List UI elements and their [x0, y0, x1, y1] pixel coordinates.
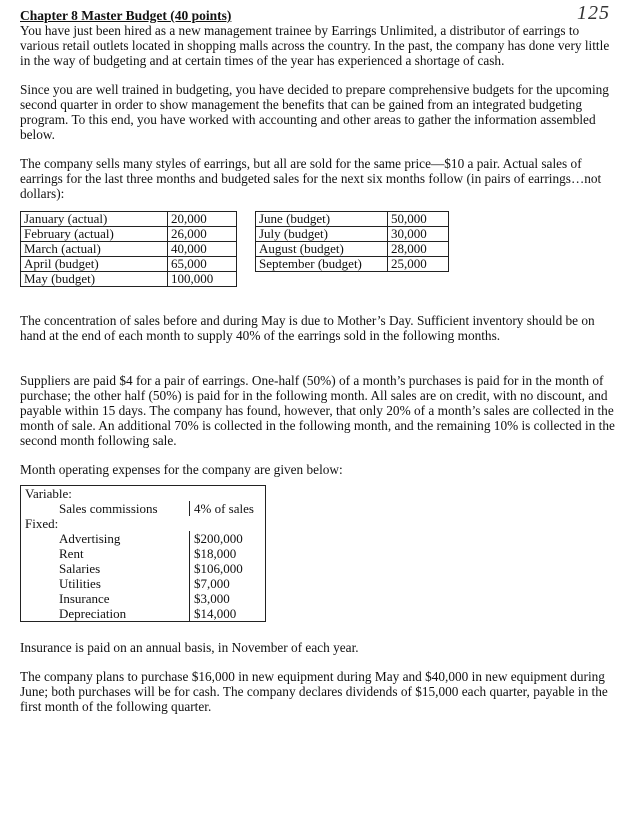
table-row [21, 272, 449, 287]
paragraph-sales-intro: The company sells many styles of earrings, but all are sold for the same price—$10 a pair. Actual sales of earrings for the last three months and budgeted sales for the next six months follow (in pairs of earrings…not dollars): [20, 156, 602, 201]
paragraph-opex-intro: Month operating expenses for the company are given below: [20, 462, 343, 477]
expense-label: Utilities [59, 576, 101, 591]
month-cell: August (budget) [256, 242, 388, 257]
expense-value: $106,000 [189, 561, 265, 576]
table-row [21, 546, 265, 561]
month-cell: September (budget) [256, 257, 388, 272]
table-row [21, 227, 449, 242]
variable-label: Variable: [25, 486, 72, 501]
paragraph-inventory: The concentration of sales before and during May is due to Mother’s Day. Sufficient inventory should be on hand at the end of each month to supply 40% of the earrings sold in the following months. [20, 313, 595, 343]
month-cell: July (budget) [256, 227, 388, 242]
month-cell: May (budget) [21, 272, 168, 287]
table-row [21, 591, 265, 606]
value-cell: 65,000 [168, 257, 237, 272]
expense-value: $3,000 [189, 591, 265, 606]
month-cell: January (actual) [21, 212, 168, 227]
table-row [21, 257, 449, 272]
paragraph-budgeting: Since you are well trained in budgeting, you have decided to prepare comprehensive budgets for the upcoming second quarter in order to show management the benefits that can be gained from an integrated budgeting program. To this end, you have worked with accounting and other areas to gather the information assembled below. [20, 82, 609, 142]
chapter-title: Chapter 8 Master Budget (40 points) [20, 8, 232, 23]
handwritten-mark: 125 [577, 2, 610, 24]
expense-value: $14,000 [189, 606, 265, 621]
fixed-label: Fixed: [25, 516, 59, 531]
expense-label: Rent [59, 546, 84, 561]
table-row [21, 486, 265, 501]
expense-value: $18,000 [189, 546, 265, 561]
month-cell: March (actual) [21, 242, 168, 257]
value-cell: 50,000 [388, 212, 449, 227]
value-cell: 40,000 [168, 242, 237, 257]
table-row [21, 531, 265, 546]
paragraph-payments: Suppliers are paid $4 for a pair of earrings. One-half (50%) of a month’s purchases is paid for in the month of purchase; the other half (50%) is paid for in the following month. All sales are on credit, with no discount, and payable within 15 days. The company has found, however, that only 20% of a month’s sales are collected in the month of sale. An additional 70% is collected in the following month, and the remaining 10% is collected in the second month following sale. [20, 373, 615, 448]
paragraph-intro: You have just been hired as a new management trainee by Earrings Unlimited, a distributor of earrings to various retail outlets located in shopping malls across the country. In the past, the company has done very little in the way of budgeting and at certain times of the year has experienced a shortage of cash. [20, 23, 610, 68]
document-page [20, 2, 620, 714]
table-row [21, 576, 265, 591]
table-row [21, 606, 265, 621]
expense-label: Insurance [59, 591, 110, 606]
commission-label: Sales commissions [59, 501, 158, 516]
operating-expenses-table [20, 485, 266, 622]
expense-label: Depreciation [59, 606, 127, 621]
table-row [21, 242, 449, 257]
month-cell: April (budget) [21, 257, 168, 272]
table-row [21, 561, 265, 576]
sales-table [20, 211, 449, 287]
expense-value: $7,000 [189, 576, 265, 591]
value-cell: 100,000 [168, 272, 237, 287]
table-row [21, 516, 265, 531]
expense-label: Advertising [59, 531, 121, 546]
commission-value: 4% of sales [189, 501, 265, 516]
month-cell: June (budget) [256, 212, 388, 227]
value-cell: 30,000 [388, 227, 449, 242]
expense-label: Salaries [59, 561, 101, 576]
expense-value: $200,000 [189, 531, 265, 546]
value-cell: 26,000 [168, 227, 237, 242]
table-row [21, 212, 449, 227]
month-cell: February (actual) [21, 227, 168, 242]
paragraph-insurance: Insurance is paid on an annual basis, in November of each year. [20, 640, 359, 655]
value-cell: 28,000 [388, 242, 449, 257]
paragraph-equipment: The company plans to purchase $16,000 in new equipment during May and $40,000 in new equipment during June; both purchases will be for cash. The company declares dividends of $15,000 each quarter, payable in the first month of the following quarter. [20, 669, 608, 714]
value-cell: 25,000 [388, 257, 449, 272]
table-row [21, 501, 265, 516]
value-cell: 20,000 [168, 212, 237, 227]
